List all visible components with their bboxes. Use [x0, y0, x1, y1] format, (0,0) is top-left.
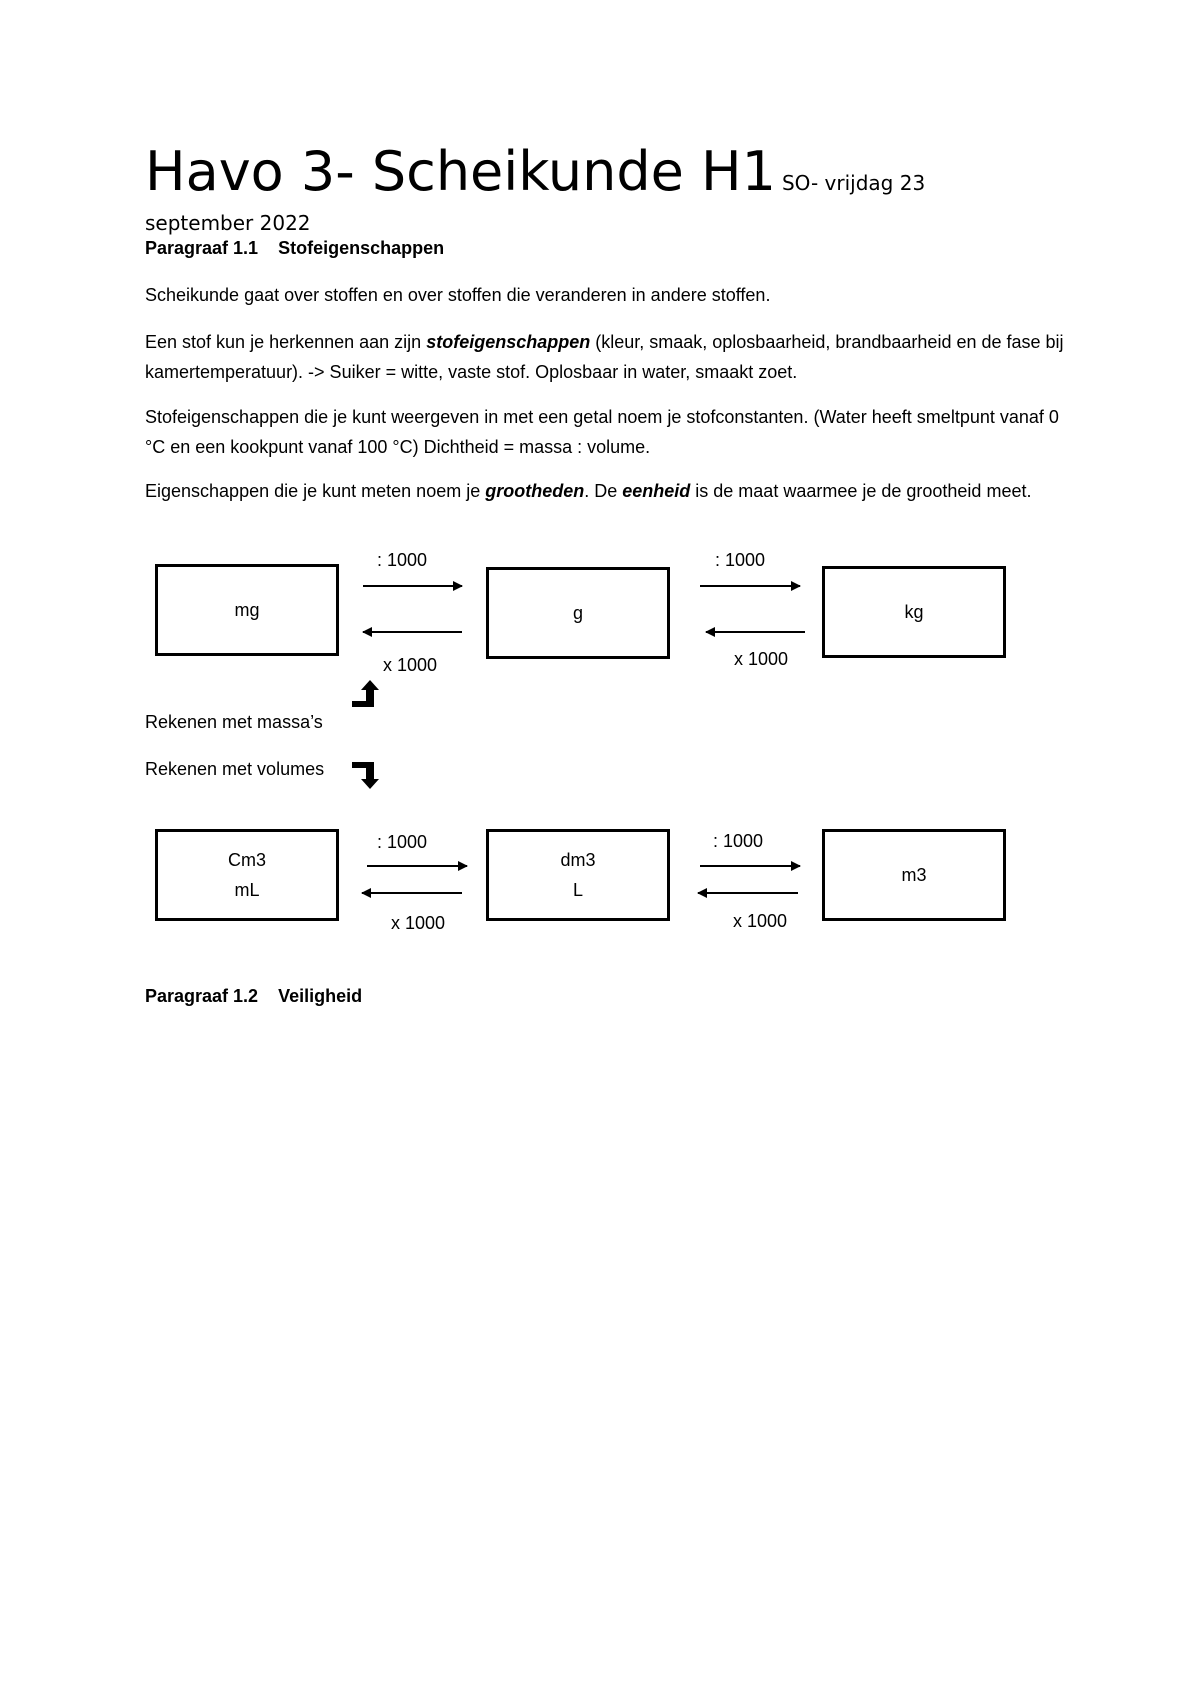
title-subtitle: SO- vrijdag 23 — [781, 171, 926, 195]
paragraph-4-text-b: . De — [584, 481, 623, 501]
section-title: Stofeigenschappen — [278, 238, 445, 258]
unit-label: kg — [904, 602, 924, 622]
paragraph-4-text-a: Eigenschappen die je kunt meten noem je — [145, 481, 486, 501]
term-grootheden: grootheden — [485, 481, 585, 501]
multiply-label: x 1000 — [383, 655, 438, 675]
unit-label: dm3 — [560, 850, 596, 870]
divide-label: : 1000 — [377, 832, 428, 852]
multiply-label: x 1000 — [734, 649, 789, 669]
term-stofeigenschappen: stofeigenschappen — [426, 332, 591, 352]
unit-label-alt: L — [572, 880, 583, 900]
unit-label: mg — [234, 600, 260, 620]
section-number: Paragraaf 1.1 — [145, 238, 259, 258]
paragraph-4-text-c: is de maat waarmee je de grootheid meet. — [690, 481, 1032, 501]
unit-label: m3 — [901, 865, 927, 885]
divide-label: : 1000 — [715, 550, 766, 570]
title-main: Havo 3- Scheikunde H1 — [145, 140, 776, 203]
paragraph-2-text-a: Een stof kun je herkennen aan zijn — [145, 332, 427, 352]
unit-box-kg — [822, 566, 1006, 658]
unit-box-g — [486, 567, 670, 659]
unit-label-alt: mL — [234, 880, 260, 900]
bent-arrow-up-icon — [352, 680, 379, 707]
paragraph-1: Scheikunde gaat over stoffen en over stoffen die veranderen in andere stoffen. — [145, 285, 771, 305]
unit-label: g — [572, 603, 583, 623]
divide-label: : 1000 — [713, 831, 764, 851]
term-eenheid: eenheid — [622, 481, 691, 501]
caption-volume: Rekenen met volumes — [145, 759, 325, 779]
multiply-label: x 1000 — [391, 913, 446, 933]
unit-box-mg — [155, 564, 339, 656]
paragraph-2-text-b: (kleur, smaak, oplosbaarheid, brandbaarheid en de fase bij kamertemperatuur). -> Suiker = witte, vaste stof. Oplosbaar in water, smaakt zoet. — [145, 332, 1064, 382]
bent-arrow-down-icon — [352, 762, 379, 789]
caption-mass: Rekenen met massa’s — [145, 712, 323, 732]
title-date: september 2022 — [145, 211, 311, 235]
section-title: Veiligheid — [278, 986, 363, 1006]
unit-box-m3 — [822, 829, 1006, 921]
unit-box-dm3 — [486, 829, 670, 921]
divide-label: : 1000 — [377, 550, 428, 570]
paragraph-3: Stofeigenschappen die je kunt weergeven in met een getal noem je stofconstanten. (Water heeft smeltpunt vanaf 0 °C en een kookpunt vanaf 100 °C) Dichtheid = massa : volume. — [145, 407, 1059, 457]
section-number: Paragraaf 1.2 — [145, 986, 259, 1006]
multiply-label: x 1000 — [733, 911, 788, 931]
unit-label: Cm3 — [227, 850, 266, 870]
section-heading-2 — [145, 986, 362, 1007]
unit-box-cm3 — [155, 829, 339, 921]
